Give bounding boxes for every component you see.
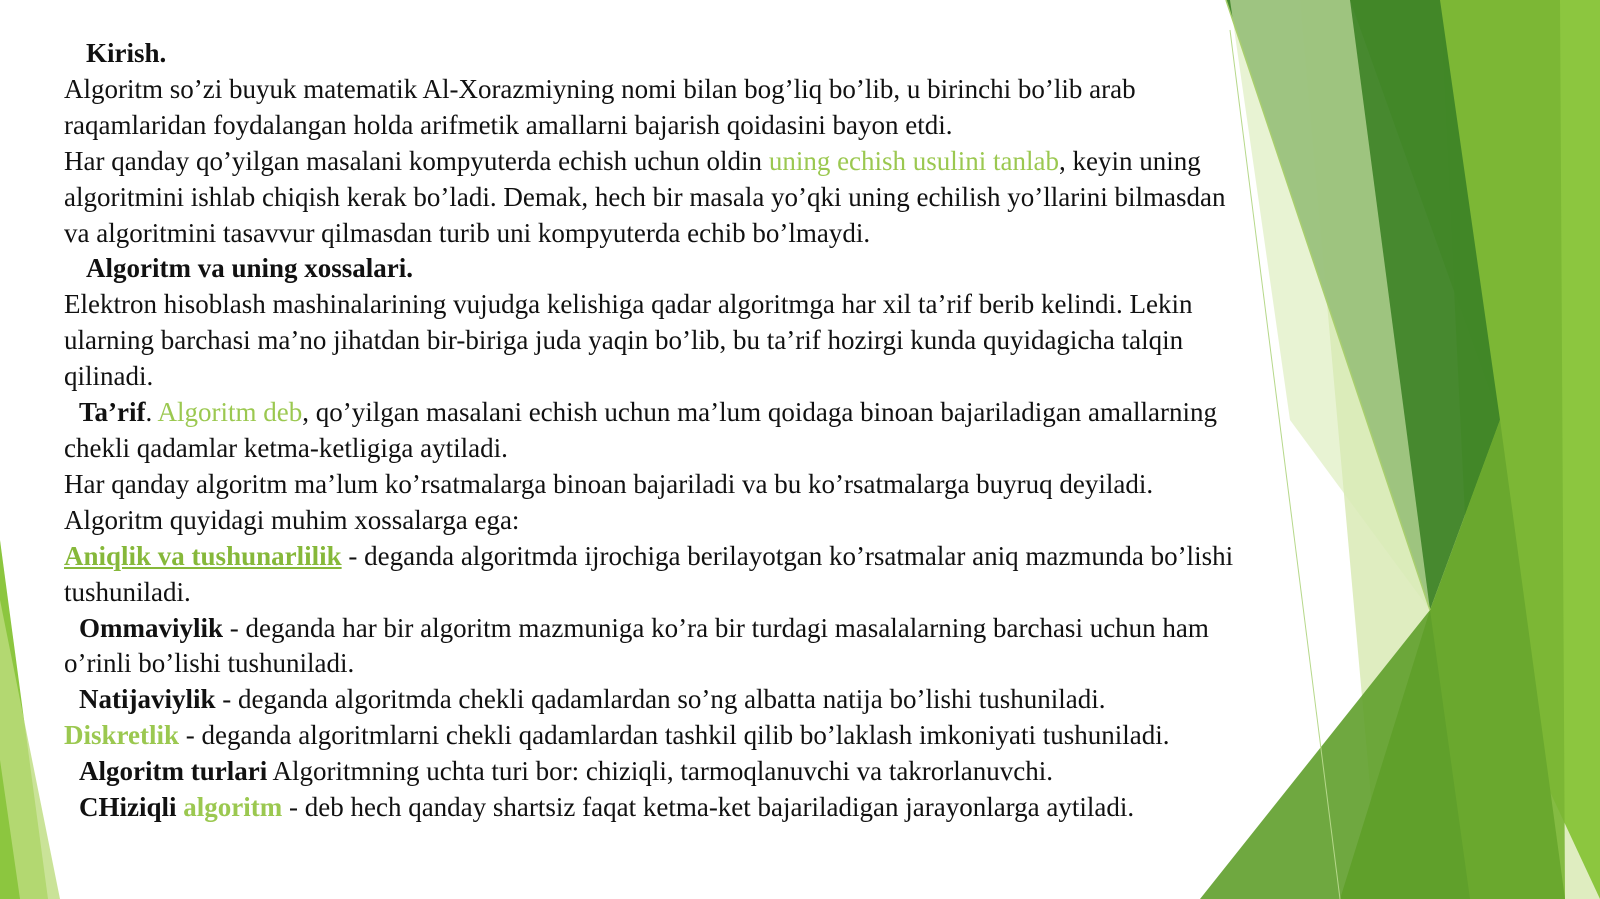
- commands-line: Har qanday algoritm ma’lum ko’rsatmalarga binoan bajariladi va bu ko’rsatmalarga buyruq deyiladi.: [64, 468, 1154, 499]
- intro-paragraph-1-line-1: Algoritm so’zi buyuk matematik Al-Xorazmiyning nomi bilan bog’liq bo’lib, u birinchi bo’lib arab: [64, 73, 1136, 104]
- intro-heading: Kirish.: [86, 38, 167, 68]
- property-discrete-line: [64, 718, 1384, 754]
- slide-body: [64, 36, 1384, 826]
- property-clarity-text: - deganda algoritmda ijrochiga berilayotgan ko’rsatmalar aniq mazmunda bo’lishi: [341, 540, 1234, 571]
- intro-paragraph-2-line-2: algoritmini ishlab chiqish kerak bo’ladi. Demak, hech bir masala yo’qki uning echilish yo’llarini bilmasdan: [64, 181, 1226, 212]
- props-paragraph-line-1: Elektron hisoblash mashinalarining vujudga kelishiga qadar algoritmga har xil ta’rif berib kelindi. Lekin: [64, 289, 1193, 320]
- intro-heading-line: [64, 36, 1384, 72]
- property-result-term: Natijaviylik: [79, 684, 216, 715]
- intro-paragraph-1-line-2: raqamlaridan foydalangan holda arifmetik amallarni bajarish qoidasini bayon etdi.: [64, 109, 953, 140]
- props-heading-line: [64, 251, 1384, 287]
- property-generality-line-2: o’rinli bo’lishi tushuniladi.: [64, 648, 355, 679]
- definition-dot: .: [145, 397, 158, 428]
- types-text: Algoritmning uchta turi bor: chiziqli, tarmoqlanuvchi va takrorlanuvchi.: [267, 756, 1054, 787]
- property-clarity-line-2: tushuniladi.: [64, 576, 191, 607]
- property-clarity-line-1: [64, 539, 1384, 575]
- property-clarity-link[interactable]: Aniqlik va tushunarlilik: [64, 540, 342, 571]
- property-generality-text: - deganda har bir algoritm mazmuniga ko’ra bir turdagi masalalarning barchasi uchun ham: [223, 612, 1209, 643]
- props-heading: Algoritm va uning xossalari.: [86, 253, 414, 284]
- linear-link[interactable]: algoritm: [183, 792, 283, 823]
- props-paragraph-line-2: ularning barchasi ma’no jihatdan bir-biriga juda yaqin bo’lib, bu ta’rif hozirgi kunda quyidagicha talqin: [64, 325, 1184, 356]
- property-result-text: - deganda algoritmda chekli qadamlardan so’ng albatta natija bo’lishi tushuniladi.: [215, 684, 1106, 715]
- property-generality-term: Ommaviylik: [79, 612, 224, 643]
- property-discrete-link[interactable]: Diskretlik: [64, 720, 180, 751]
- intro-paragraph-2-text: Har qanday qo’yilgan masalani kompyuterda echish uchun oldin: [64, 145, 769, 176]
- intro-paragraph-2-line-1: [64, 144, 1384, 180]
- definition-line-2: chekli qadamlar ketma-ketligiga aytiladi.: [64, 432, 508, 463]
- linear-text: - deb hech qanday shartsiz faqat ketma-ket bajariladigan jarayonlarga aytiladi.: [282, 792, 1135, 823]
- property-result-line: [64, 682, 1384, 718]
- types-line: [64, 754, 1384, 790]
- linear-line: [64, 790, 1384, 826]
- props-paragraph-line-3: qilinadi.: [64, 361, 154, 392]
- types-term: Algoritm turlari: [79, 756, 268, 787]
- intro-paragraph-2-text-end: , keyin uning: [1059, 145, 1201, 176]
- property-generality-line-1: [64, 611, 1384, 647]
- definition-term: Ta’rif: [79, 397, 146, 428]
- definition-line-1: [64, 395, 1384, 431]
- properties-intro-line: Algoritm quyidagi muhim xossalarga ega:: [64, 504, 520, 535]
- linear-term: CHiziqli: [79, 792, 177, 823]
- method-link[interactable]: uning echish usulini tanlab: [768, 145, 1060, 176]
- intro-paragraph-2-line-3: va algoritmini tasavvur qilmasdan turib uni kompyuterda echib bo’lmaydi.: [64, 217, 871, 248]
- definition-text: , qo’yilgan masalani echish uchun ma’lum qoidaga binoan bajariladigan amallarning: [302, 397, 1217, 428]
- property-discrete-text: - deganda algoritmlarni chekli qadamlardan tashkil qilib bo’laklash imkoniyati tushuniladi.: [179, 720, 1170, 751]
- definition-link[interactable]: Algoritm deb: [157, 397, 303, 428]
